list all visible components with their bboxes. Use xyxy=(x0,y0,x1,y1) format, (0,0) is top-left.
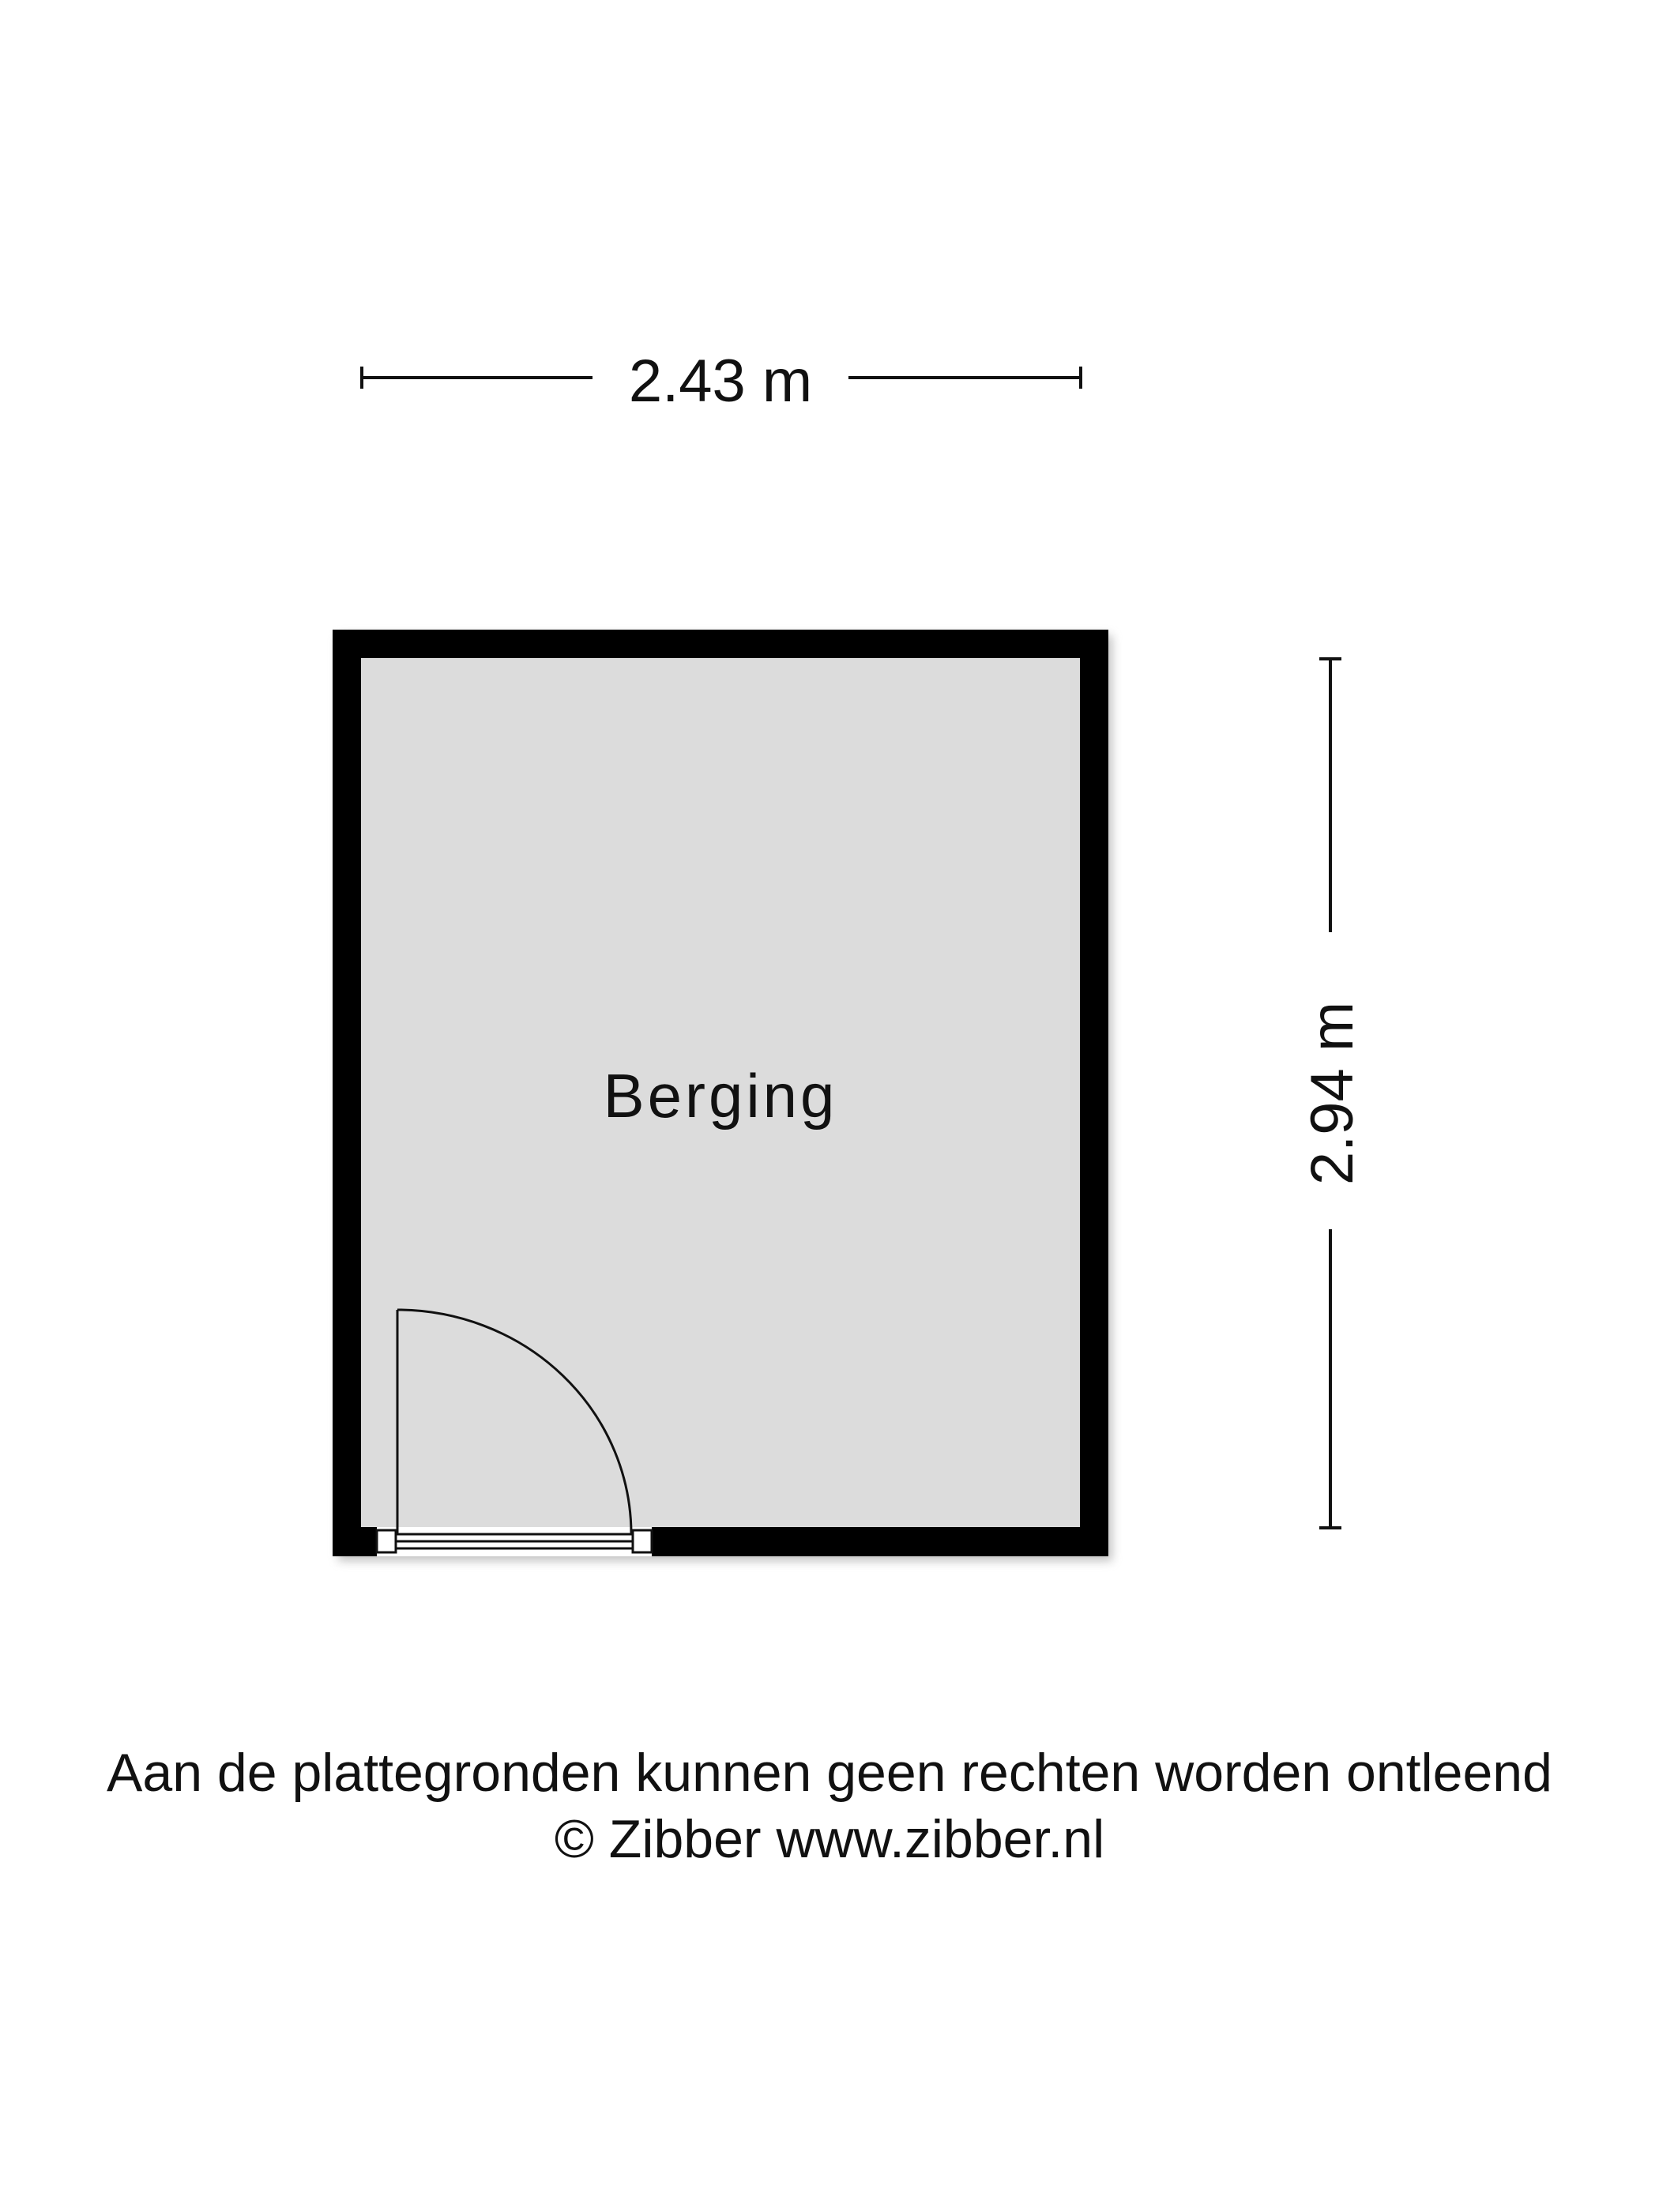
width-label: 2.43 m xyxy=(628,348,813,415)
copyright-text: © Zibber www.zibber.nl xyxy=(554,1809,1105,1869)
height-label: 2.94 m xyxy=(1299,1001,1366,1186)
height-dimension xyxy=(1299,659,1366,1528)
footer xyxy=(0,1740,1659,1872)
width-dimension xyxy=(362,348,1081,415)
room-name: Berging xyxy=(603,1061,838,1130)
disclaimer-text: Aan de plattegronden kunnen geen rechten worden ontleend xyxy=(107,1743,1552,1803)
